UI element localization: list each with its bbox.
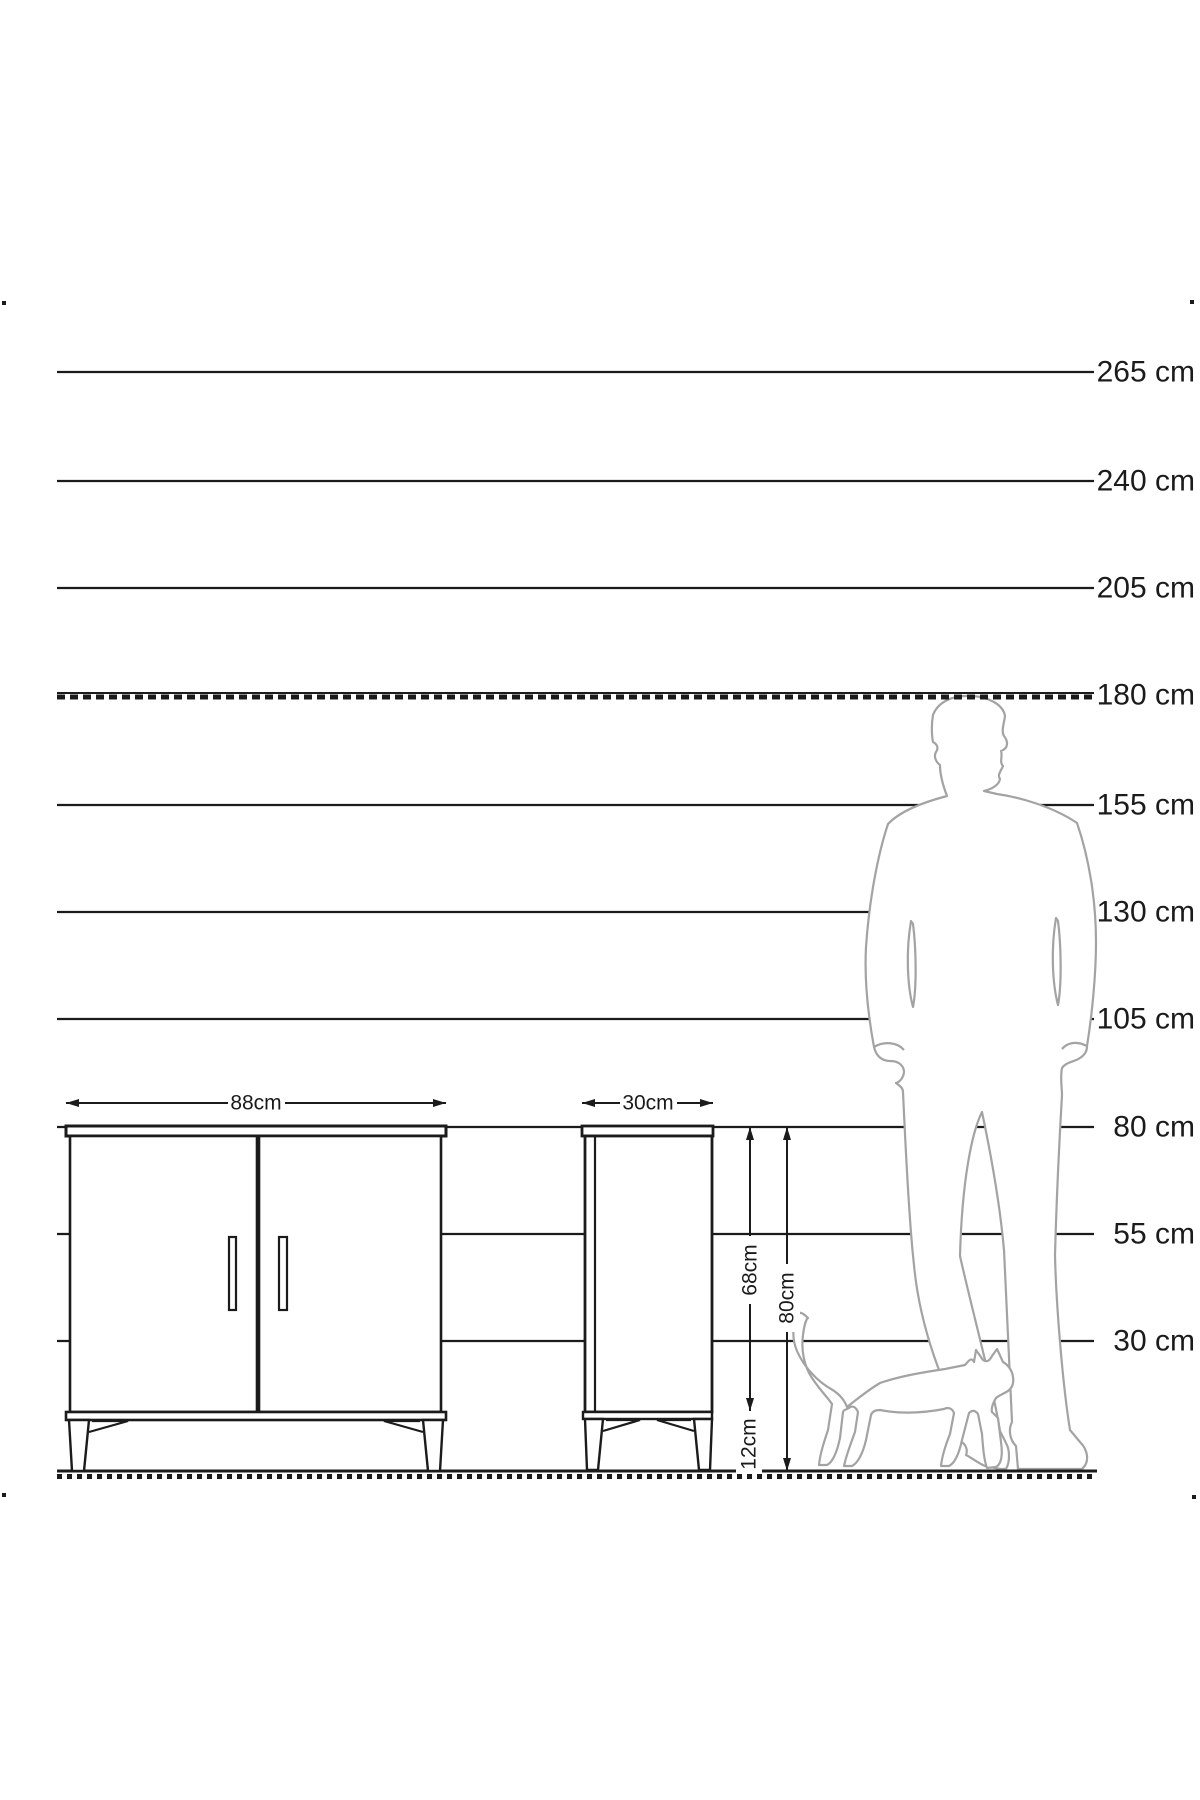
scale-label-155: 155 cm bbox=[1096, 788, 1195, 822]
scale-label-105: 105 cm bbox=[1096, 1002, 1195, 1036]
total-height-label: 80cm bbox=[775, 1272, 799, 1324]
scale-label-180: 180 cm bbox=[1096, 678, 1195, 712]
cabinet-front-right-leg bbox=[423, 1420, 443, 1471]
cabinet-bottom-rail bbox=[66, 1412, 446, 1420]
leg-height-label: 12cm bbox=[737, 1418, 761, 1470]
scale-label-80: 80 cm bbox=[1113, 1110, 1195, 1144]
side-depth-label: 30cm bbox=[622, 1091, 674, 1115]
cabinet-right-handle bbox=[279, 1237, 287, 1310]
cabinet-front-right-leg-brace bbox=[384, 1421, 423, 1432]
man-silhouette bbox=[866, 696, 1096, 1469]
scale-label-55: 55 cm bbox=[1113, 1217, 1195, 1251]
front-view-cabinet bbox=[66, 1126, 446, 1471]
side-cabinet-top-slab bbox=[582, 1126, 713, 1136]
cabinet-top-slab bbox=[66, 1126, 446, 1136]
cabinet-front-left-leg bbox=[69, 1420, 89, 1471]
ground-line bbox=[57, 1471, 1097, 1477]
side-view-cabinet bbox=[582, 1126, 713, 1470]
side-cabinet-right-leg bbox=[694, 1419, 712, 1470]
cabinet-front-left-leg-brace bbox=[89, 1421, 128, 1432]
cabinet-left-handle bbox=[229, 1237, 236, 1310]
scale-label-265: 265 cm bbox=[1096, 355, 1195, 389]
side-cabinet-left-leg-brace bbox=[603, 1420, 640, 1431]
side-cabinet-left-leg bbox=[585, 1419, 603, 1470]
wall-height-line-180 bbox=[57, 693, 1094, 697]
side-cabinet-body bbox=[585, 1136, 712, 1412]
front-width-label: 88cm bbox=[230, 1091, 282, 1115]
side-cabinet-right-leg-brace bbox=[657, 1420, 694, 1431]
scale-label-205: 205 cm bbox=[1096, 571, 1195, 605]
body-height-label: 68cm bbox=[738, 1244, 762, 1296]
scale-label-240: 240 cm bbox=[1096, 464, 1195, 498]
scale-label-30: 30 cm bbox=[1113, 1324, 1195, 1358]
scale-label-130: 130 cm bbox=[1096, 895, 1195, 929]
height-scale-labels bbox=[1097, 356, 1195, 1358]
